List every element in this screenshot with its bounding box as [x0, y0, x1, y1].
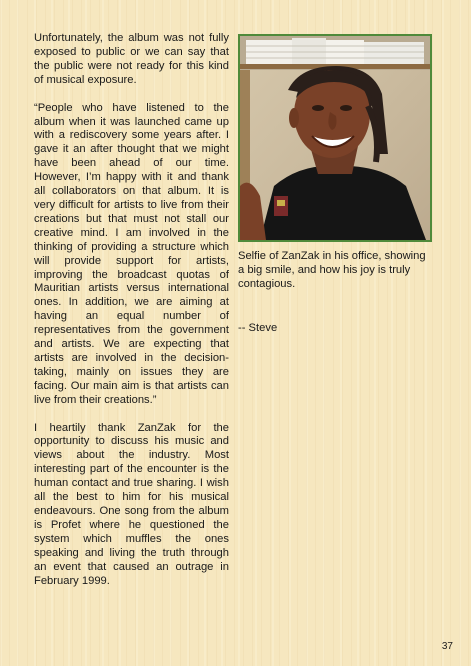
article-paragraph-3: I heartily thank ZanZak for the opportunity to discuss his music and views about the industry. Most interesting part of the encounter is the human contact and true sharing. I wish all the best to him for his musical endeavours. One song from the album is Profet where he questioned the system which muffles the ones speaking and living the truth through an event that caused an outrage in February 1999. — [34, 421, 229, 587]
zanzak-selfie-photo — [238, 34, 432, 242]
photo-illustration — [240, 36, 430, 240]
photo-caption: Selfie of ZanZak in his office, showing a big smile, and how his joy is truly contagious. — [238, 250, 426, 290]
article-paragraph-1: Unfortunately, the album was not fully exposed to public or we can say that the public were not ready for this kind of musical exposure. — [34, 32, 229, 86]
caption-column — [238, 250, 434, 350]
page-number: 37 — [441, 641, 453, 652]
article-column — [34, 32, 229, 602]
author-signature: -- Steve — [238, 321, 278, 334]
article-paragraph-2: “People who have listened to the album when it was launched came up with a rediscovery some years after. I gave it an after thought that we might have been ahead of our time. However, I’m happy with it and thank all collaborators on that album. It is very difficult for artists to live from their creations but that must not stall our creative mind. I am involved in the thinking of providing a structure which will provide support for artists, improving the broadcast quotas of Mauritian artists versus international ones. In addition, we are aiming at having an equal number of representatives from the government and artists. We are expecting that artists are involved in the decision-taking, mainly on issues they are facing. Our main aim is that artists can live from their creations.” — [34, 101, 229, 406]
